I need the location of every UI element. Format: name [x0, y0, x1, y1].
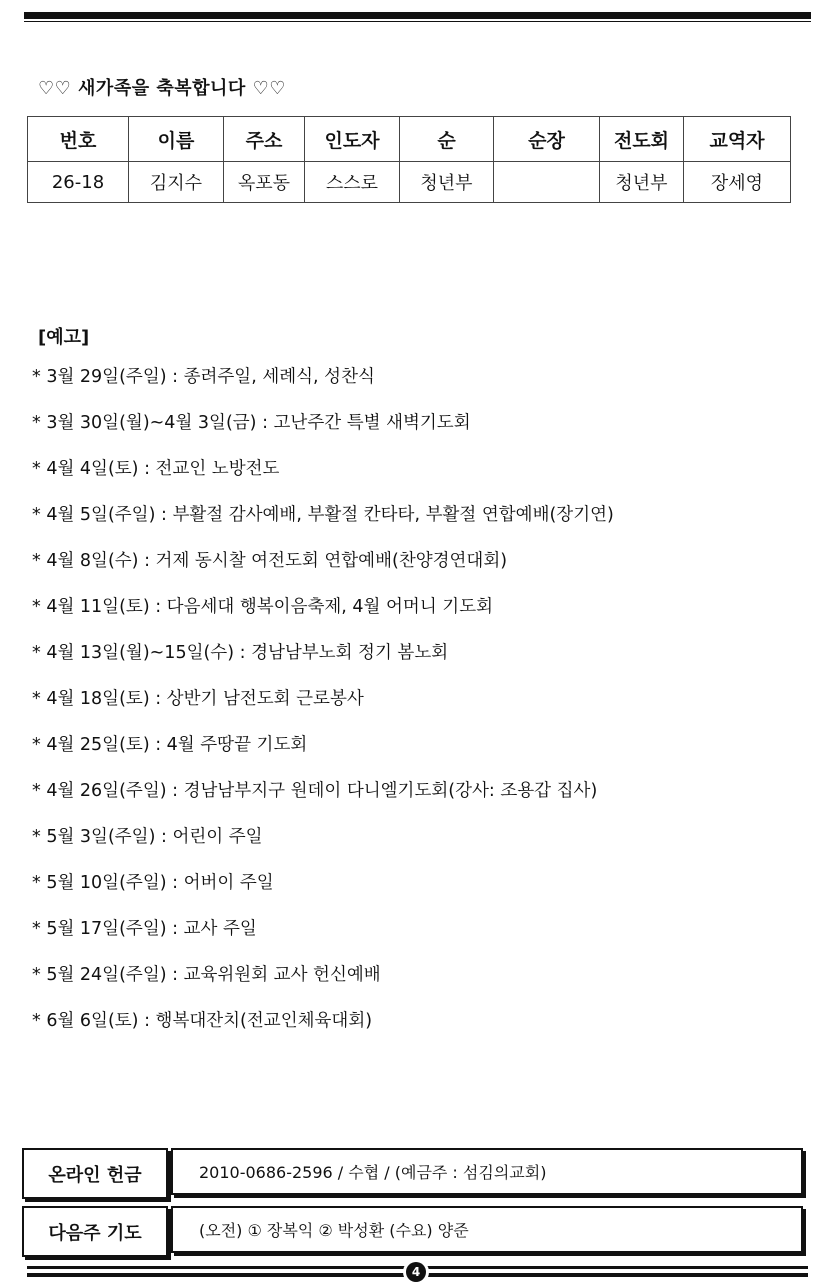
list-item: * 4월 25일(토) : 4월 주땅끝 기도회: [32, 735, 308, 755]
new-family-heading: ♡♡ 새가족을 축복합니다 ♡♡: [38, 78, 286, 99]
table-cell: [494, 162, 600, 203]
table-cell: 옥포동: [224, 162, 305, 203]
table-header-row: [28, 117, 791, 162]
top-divider-thin: [24, 21, 811, 22]
column-header: 주소: [224, 117, 305, 162]
list-item: * 5월 17일(주일) : 교사 주일: [32, 919, 257, 939]
table-cell: 스스로: [305, 162, 400, 203]
list-item: * 5월 3일(주일) : 어린이 주일: [32, 827, 263, 847]
column-header: 이름: [129, 117, 224, 162]
table-cell: 청년부: [400, 162, 494, 203]
notices-list: [32, 362, 614, 1052]
top-divider-thick: [24, 12, 811, 19]
column-header: 전도회: [600, 117, 684, 162]
list-item: * 5월 24일(주일) : 교육위원회 교사 헌신예배: [32, 965, 381, 985]
table-cell: 청년부: [600, 162, 684, 203]
notices-heading: [예고]: [38, 327, 90, 348]
list-item: * 4월 26일(주일) : 경남남부지구 원데이 다니엘기도회(강사: 조용갑 집사): [32, 781, 598, 801]
table-cell: 장세영: [684, 162, 791, 203]
column-header: 교역자: [684, 117, 791, 162]
list-item: * 4월 11일(토) : 다음세대 행복이음축제, 4월 어머니 기도회: [32, 597, 494, 617]
list-item: * 4월 18일(토) : 상반기 남전도회 근로봉사: [32, 689, 364, 709]
new-family-table: [27, 116, 791, 203]
list-item: * 5월 10일(주일) : 어버이 주일: [32, 873, 274, 893]
list-item: * 4월 4일(토) : 전교인 노방전도: [32, 459, 280, 479]
column-header: 번호: [28, 117, 129, 162]
column-header: 순: [400, 117, 494, 162]
table-cell: 26-18: [28, 162, 129, 203]
column-header: 순장: [494, 117, 600, 162]
online-offering-account: 2010-0686-2596 / 수협 / (예금주 : 섬김의교회): [171, 1148, 803, 1195]
list-item: * 3월 29일(주일) : 종려주일, 세례식, 성찬식: [32, 367, 375, 387]
page-number-badge: 4: [406, 1262, 426, 1282]
list-item: * 4월 5일(주일) : 부활절 감사예배, 부활절 칸타타, 부활절 연합예배(장기연): [32, 505, 614, 525]
list-item: * 4월 13일(월)~15일(수) : 경남남부노회 정기 봄노회: [32, 643, 449, 663]
online-offering-label: 온라인 헌금: [22, 1148, 168, 1199]
next-week-prayer-names: (오전) ① 장복익 ② 박성환 (수요) 양준: [171, 1206, 803, 1253]
list-item: * 3월 30일(월)~4월 3일(금) : 고난주간 특별 새벽기도회: [32, 413, 471, 433]
table-cell: 김지수: [129, 162, 224, 203]
column-header: 인도자: [305, 117, 400, 162]
list-item: * 6월 6일(토) : 행복대잔치(전교인체육대회): [32, 1011, 373, 1031]
list-item: * 4월 8일(수) : 거제 동시찰 여전도회 연합예배(찬양경연대회): [32, 551, 508, 571]
table-row: [28, 162, 791, 203]
next-week-prayer-label: 다음주 기도: [22, 1206, 168, 1257]
